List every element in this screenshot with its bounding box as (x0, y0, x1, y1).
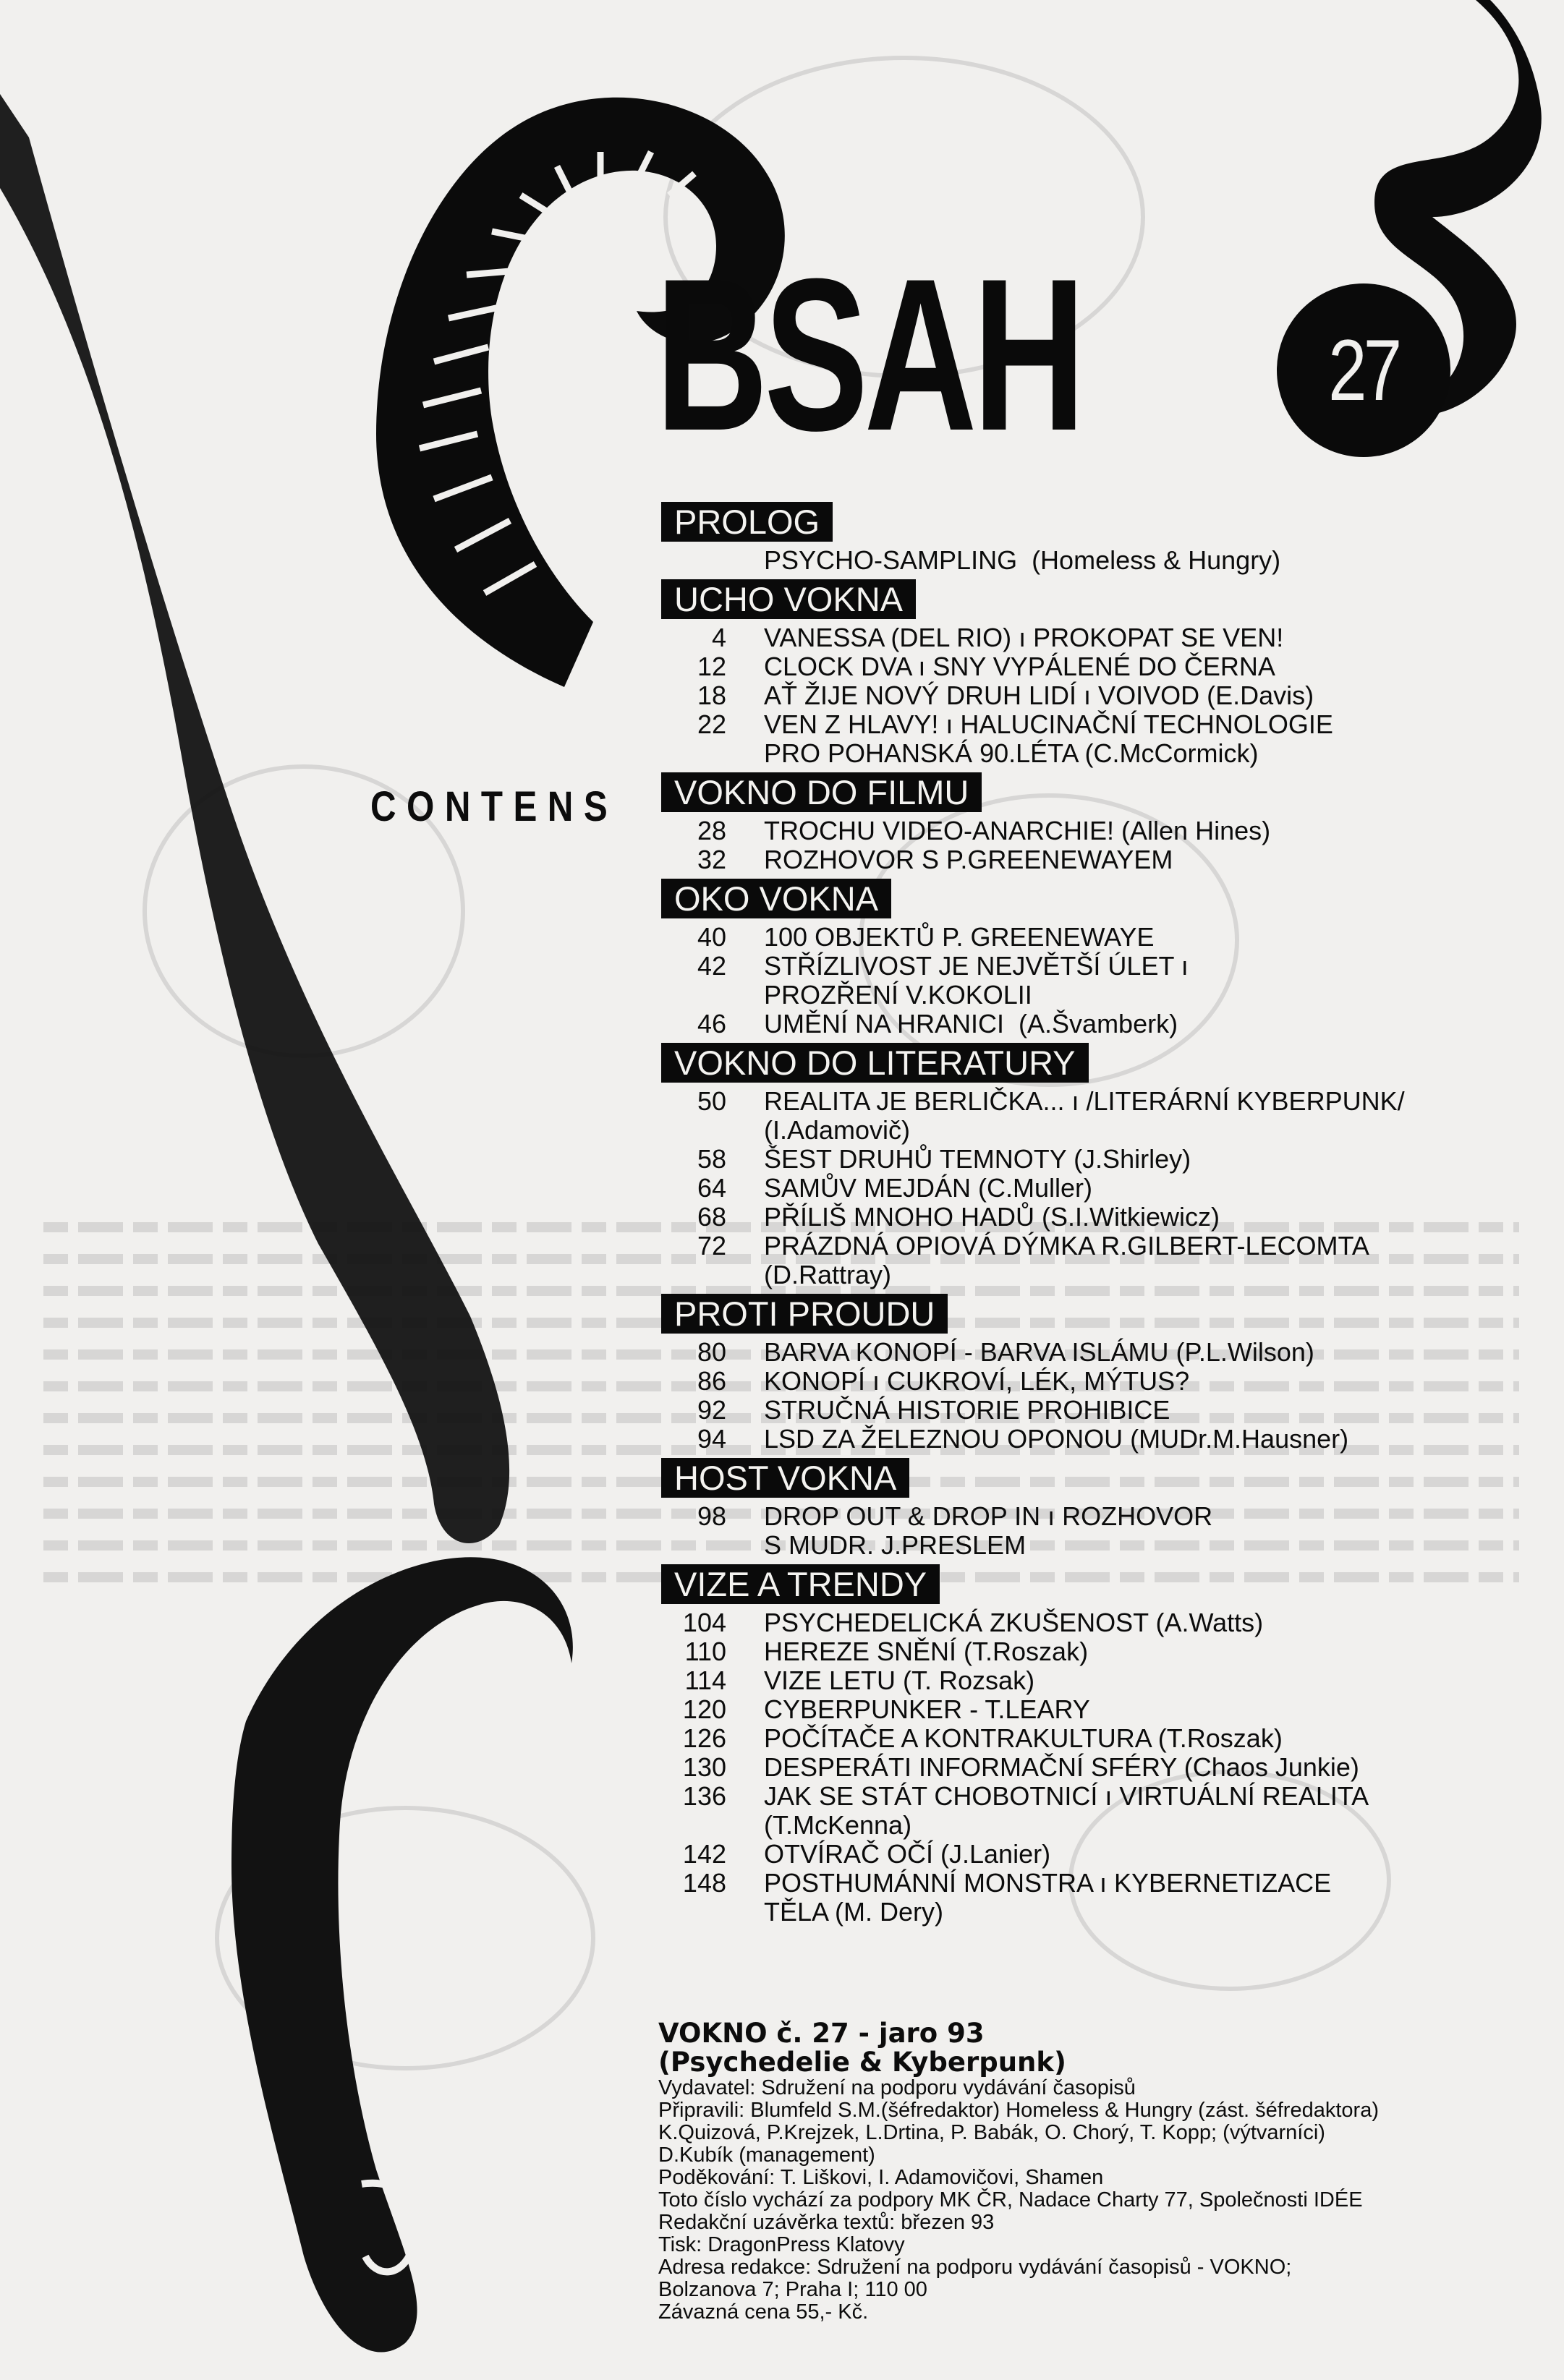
entry-title: PRO POHANSKÁ 90.LÉTA (C.McCormick) (764, 738, 1259, 768)
entry-title: BARVA KONOPÍ - BARVA ISLÁMU (P.L.Wilson) (764, 1337, 1314, 1367)
issue-number-badge: 27 (1277, 283, 1450, 457)
entry-title: ŠEST DRUHŮ TEMNOTY (J.Shirley) (764, 1144, 1191, 1174)
page-number: 120 (682, 1694, 726, 1724)
toc-entry (661, 652, 1500, 681)
toc-entry (661, 1608, 1500, 1637)
entry-title: VEN Z HLAVY! ı HALUCINAČNÍ TECHNOLOGIE (764, 709, 1333, 739)
toc-entry (661, 681, 1500, 710)
entry-title: POSTHUMÁNNÍ MONSTRA ı KYBERNETIZACE (764, 1868, 1332, 1898)
page-number (661, 1261, 764, 1289)
section-label: UCHO VOKNA (661, 579, 916, 619)
page-number (661, 739, 764, 768)
toc-entry (661, 952, 1500, 981)
page-number: 148 (682, 1868, 726, 1898)
colophon-line: Tisk: DragonPress Klatovy (658, 2233, 905, 2256)
toc-entry (661, 1116, 1500, 1145)
toc-entry (661, 1724, 1500, 1753)
toc-entry (661, 1840, 1500, 1869)
colophon-line: Redakční uzávěrka textů: březen 93 (658, 2211, 995, 2234)
toc-entry (661, 1425, 1500, 1454)
page-number: 58 (697, 1144, 726, 1174)
entry-title: LSD ZA ŽELEZNOU OPONOU (MUDr.M.Hausner) (764, 1424, 1349, 1454)
toc-section (661, 1043, 1500, 1289)
colophon-line: Připravili: Blumfeld S.M.(šéfredaktor) Homeless & Hungry (zást. šéfredaktora) (658, 2099, 1379, 2122)
colophon-line: Bolzanova 7; Praha I; 110 00 (658, 2278, 927, 2301)
entry-title: STŘÍZLIVOST JE NEJVĚTŠÍ ÚLET ı (764, 951, 1189, 981)
section-label: OKO VOKNA (661, 879, 891, 918)
toc-entry (661, 1898, 1500, 1927)
toc-entry (661, 816, 1500, 845)
toc-entry (661, 1367, 1500, 1396)
toc-section (661, 772, 1500, 874)
toc-entry (661, 1869, 1500, 1898)
section-label: VIZE A TRENDY (661, 1564, 940, 1604)
toc-entry (661, 923, 1500, 952)
toc-section (661, 1458, 1500, 1560)
page-number: 86 (697, 1366, 726, 1396)
table-of-contents (661, 498, 1500, 1927)
section-label: VOKNO DO FILMU (661, 772, 982, 812)
toc-entry (661, 1811, 1500, 1840)
page-number: 40 (697, 922, 726, 952)
entry-title: 100 OBJEKTŮ P. GREENEWAYE (764, 922, 1155, 952)
entry-title: PSYCHO-SAMPLING (Homeless & Hungry) (764, 545, 1281, 575)
page-number: 22 (697, 709, 726, 739)
toc-entry (661, 1695, 1500, 1724)
entry-title: KONOPÍ ı CUKROVÍ, LÉK, MÝTUS? (764, 1366, 1190, 1396)
toc-entry (661, 1666, 1500, 1695)
page-number (661, 981, 764, 1010)
entry-title: TROCHU VIDEO-ANARCHIE! (Allen Hines) (764, 816, 1271, 845)
colophon-heading: VOKNO č. 27 - jaro 93 (658, 2018, 985, 2049)
colophon (658, 2019, 1476, 2324)
page-number (661, 546, 764, 575)
colophon-subheading: (Psychedelie & Kyberpunk) (658, 2047, 1066, 2078)
section-label: VOKNO DO LITERATURY (661, 1043, 1089, 1083)
toc-entry (661, 1203, 1500, 1232)
entry-title: (I.Adamovič) (764, 1115, 911, 1145)
page-number: 80 (697, 1337, 726, 1367)
entry-title: PRÁZDNÁ OPIOVÁ DÝMKA R.GILBERT-LECOMTA (764, 1231, 1369, 1261)
toc-entry (661, 1531, 1500, 1560)
page-number: 46 (697, 1009, 726, 1038)
page-number: 32 (697, 845, 726, 874)
colophon-line: K.Quizová, P.Krejzek, L.Drtina, P. Babák, O. Chorý, T. Kopp; (výtvarníci) (658, 2121, 1325, 2144)
page-number: 64 (697, 1173, 726, 1203)
toc-section (661, 879, 1500, 1038)
entry-title: TĚLA (M. Dery) (764, 1897, 944, 1927)
page-number: 104 (682, 1608, 726, 1637)
claw-drawing (231, 1557, 573, 2352)
entry-title: PSYCHEDELICKÁ ZKUŠENOST (A.Watts) (764, 1608, 1264, 1637)
colophon-line: Poděkování: T. Liškovi, I. Adamovičovi, Shamen (658, 2166, 1104, 2189)
page-number: 18 (697, 681, 726, 710)
entry-title: PŘÍLIŠ MNOHO HADŮ (S.I.Witkiewicz) (764, 1202, 1220, 1232)
toc-entry (661, 1232, 1500, 1261)
entry-title: PROZŘENÍ V.KOKOLII (764, 980, 1032, 1010)
toc-entry (661, 845, 1500, 874)
colophon-line: Toto číslo vychází za podpory MK ČR, Nadace Charty 77, Společnosti IDÉE (658, 2188, 1363, 2211)
colophon-line: Vydavatel: Sdružení na podporu vydávání časopisů (658, 2076, 1136, 2099)
page-title: BSAH (655, 233, 1082, 476)
colophon-line: Adresa redakce: Sdružení na podporu vydávání časopisů - VOKNO; (658, 2256, 1292, 2279)
colophon-line: D.Kubík (management) (658, 2144, 875, 2167)
toc-entry (661, 623, 1500, 652)
page-number: 110 (684, 1637, 726, 1666)
toc-section (661, 502, 1500, 575)
toc-section (661, 1564, 1500, 1927)
toc-entry (661, 1782, 1500, 1811)
toc-entry (661, 1174, 1500, 1203)
section-label: PROTI PROUDU (661, 1294, 948, 1334)
page-number (661, 1531, 764, 1560)
page-number: 114 (684, 1665, 726, 1695)
toc-entry (661, 710, 1500, 739)
entry-title: DESPERÁTI INFORMAČNÍ SFÉRY (Chaos Junkie) (764, 1752, 1359, 1782)
toc-entry (661, 1396, 1500, 1425)
page-number: 92 (697, 1395, 726, 1425)
toc-entry (661, 739, 1500, 768)
page-number: 130 (682, 1752, 726, 1782)
toc-section (661, 579, 1500, 768)
entry-title: UMĚNÍ NA HRANICI (A.Švamberk) (764, 1009, 1178, 1038)
entry-title: POČÍTAČE A KONTRAKULTURA (T.Roszak) (764, 1723, 1283, 1753)
page-number (661, 1811, 764, 1840)
toc-entry (661, 1087, 1500, 1116)
page-number: 28 (697, 816, 726, 845)
entry-title: VANESSA (DEL RIO) ı PROKOPAT SE VEN! (764, 623, 1284, 652)
entry-title: SAMŮV MEJDÁN (C.Muller) (764, 1173, 1093, 1203)
page-number (661, 1116, 764, 1145)
page-number: 72 (697, 1231, 726, 1261)
page-number: 126 (682, 1723, 726, 1753)
page-number: 94 (697, 1424, 726, 1454)
entry-title: OTVÍRAČ OČÍ (J.Lanier) (764, 1839, 1051, 1869)
toc-entry (661, 1261, 1500, 1289)
toc-entry (661, 981, 1500, 1010)
section-label: PROLOG (661, 502, 833, 542)
entry-title: AŤ ŽIJE NOVÝ DRUH LIDÍ ı VOIVOD (E.Davis) (764, 681, 1314, 710)
entry-title: HEREZE SNĚNÍ (T.Roszak) (764, 1637, 1089, 1666)
entry-title: S MUDR. J.PRESLEM (764, 1530, 1027, 1560)
toc-entry (661, 1010, 1500, 1038)
page-number: 98 (697, 1501, 726, 1531)
entry-title: REALITA JE BERLIČKA... ı /LITERÁRNÍ KYBERPUNK/ (764, 1086, 1405, 1116)
page-number: 136 (682, 1781, 726, 1811)
toc-entry (661, 546, 1500, 575)
entry-title: DROP OUT & DROP IN ı ROZHOVOR (764, 1501, 1213, 1531)
colophon-lines (658, 2077, 1476, 2324)
toc-entry (661, 1637, 1500, 1666)
entry-title: ROZHOVOR S P.GREENEWAYEM (764, 845, 1173, 874)
entry-title: (D.Rattray) (764, 1260, 892, 1289)
page-number (661, 1898, 764, 1927)
toc-entry (661, 1338, 1500, 1367)
page-number: 12 (697, 652, 726, 681)
entry-title: VIZE LETU (T. Rozsak) (764, 1665, 1035, 1695)
page-number: 68 (697, 1202, 726, 1232)
toc-entry (661, 1502, 1500, 1531)
entry-title: CLOCK DVA ı SNY VYPÁLENÉ DO ČERNA (764, 652, 1275, 681)
toc-entry (661, 1145, 1500, 1174)
entry-title: STRUČNÁ HISTORIE PROHIBICE (764, 1395, 1170, 1425)
entry-title: (T.McKenna) (764, 1810, 912, 1840)
colophon-line: Závazná cena 55,- Kč. (658, 2300, 869, 2324)
page-number: 142 (682, 1839, 726, 1869)
toc-section (661, 1294, 1500, 1454)
contens-label: CONTENS (370, 783, 619, 830)
page-number: 42 (697, 951, 726, 981)
toc-entry (661, 1753, 1500, 1782)
section-label: HOST VOKNA (661, 1458, 909, 1498)
page-number: 50 (697, 1086, 726, 1116)
page-number: 4 (711, 623, 726, 652)
entry-title: JAK SE STÁT CHOBOTNICÍ ı VIRTUÁLNÍ REALITA (764, 1781, 1369, 1811)
entry-title: CYBERPUNKER - T.LEARY (764, 1694, 1090, 1724)
